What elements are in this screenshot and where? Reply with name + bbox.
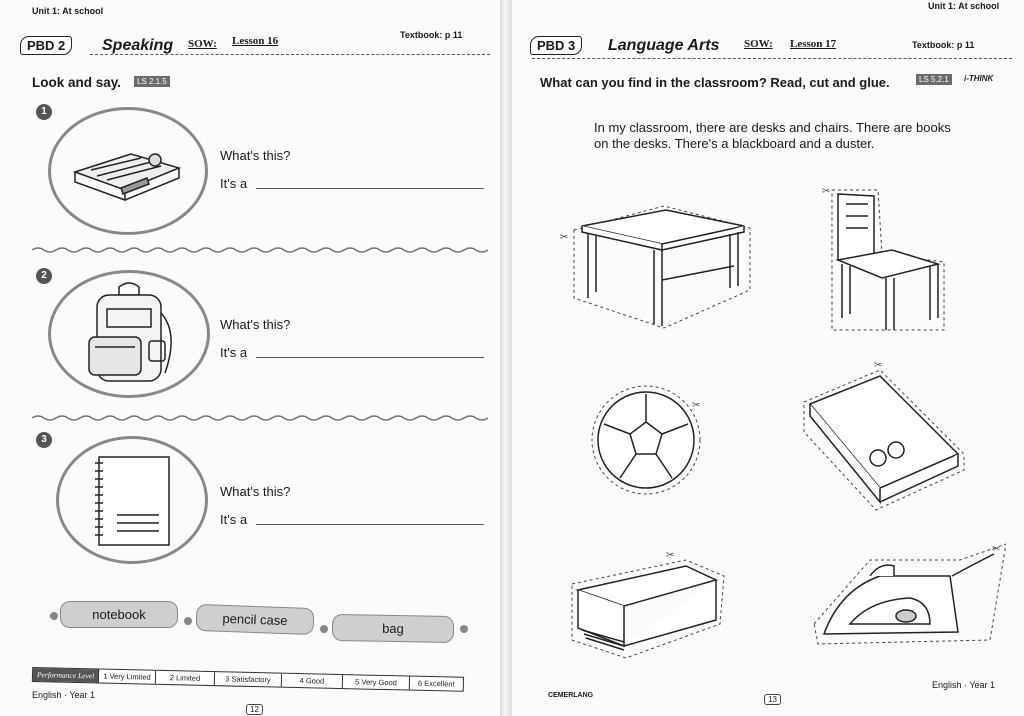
left-page bbox=[0, 0, 500, 716]
lesson-label: Lesson 16 bbox=[232, 35, 279, 47]
question-text: What's this? bbox=[220, 484, 291, 499]
sow-label: SOW: bbox=[744, 38, 773, 50]
svg-text:✂: ✂ bbox=[692, 400, 701, 411]
wavy-divider bbox=[32, 246, 488, 254]
item-number: 1 bbox=[36, 104, 52, 120]
performance-level[interactable]: 3 Satisfactory bbox=[215, 672, 282, 687]
section-heading: Language Arts bbox=[608, 37, 720, 54]
sow-label: SOW: bbox=[188, 38, 217, 50]
item-number: 3 bbox=[36, 432, 52, 448]
performance-level[interactable]: 6 Excellent bbox=[417, 678, 455, 689]
pencil-case-icon bbox=[51, 110, 205, 232]
performance-level-bar bbox=[32, 667, 464, 692]
performance-level[interactable]: 2 Limited bbox=[156, 671, 216, 685]
lesson-label: Lesson 17 bbox=[790, 38, 837, 50]
textbook-ref: Textbook: p 11 bbox=[912, 40, 975, 50]
word-chip[interactable]: bag bbox=[332, 614, 454, 643]
image-frame bbox=[48, 107, 208, 235]
answer-line[interactable] bbox=[256, 524, 484, 525]
book-icon[interactable] bbox=[800, 362, 968, 514]
word-chip[interactable]: notebook bbox=[60, 601, 178, 628]
word-chip[interactable]: pencil case bbox=[196, 604, 315, 635]
answer-prefix: It's a bbox=[220, 176, 248, 191]
svg-text:✂: ✂ bbox=[992, 544, 1001, 555]
publisher-logo: CEMERLANG bbox=[548, 692, 594, 699]
image-frame bbox=[48, 270, 210, 398]
unit-title: Unit 1: At school bbox=[32, 6, 104, 16]
ball-icon[interactable] bbox=[588, 382, 706, 500]
header-divider bbox=[532, 58, 1012, 59]
right-page bbox=[512, 0, 1024, 716]
page-number: 13 bbox=[764, 694, 781, 705]
pbd-tab: PBD 3 bbox=[530, 36, 582, 55]
footer-text: English · Year 1 bbox=[932, 680, 996, 690]
question-text: What's this? bbox=[220, 317, 291, 332]
standard-badge: LS 5.2.1 bbox=[916, 74, 952, 85]
textbook-ref: Textbook: p 11 bbox=[400, 30, 463, 40]
page-number: 12 bbox=[246, 704, 263, 715]
chip-dot bbox=[50, 612, 58, 620]
iron-icon[interactable] bbox=[810, 540, 1006, 650]
instruction: What can you find in the classroom? Read, cut and glue. bbox=[540, 75, 890, 90]
svg-text:✂: ✂ bbox=[874, 362, 883, 371]
svg-text:✂: ✂ bbox=[666, 550, 675, 561]
chip-dot bbox=[320, 625, 328, 633]
performance-level[interactable]: 5 Very Good bbox=[343, 675, 410, 690]
bag-icon bbox=[51, 273, 207, 395]
answer-prefix: It's a bbox=[220, 345, 248, 360]
chip-dot bbox=[460, 625, 468, 633]
svg-text:✂: ✂ bbox=[822, 186, 831, 197]
notebook-icon bbox=[59, 439, 205, 561]
reading-paragraph: In my classroom, there are desks and chairs. There are books on the desks. There's a blackboard and a duster. bbox=[594, 120, 951, 151]
chair-icon[interactable] bbox=[812, 184, 952, 334]
performance-level[interactable]: 1 Very Limited bbox=[99, 670, 156, 684]
item-number: 2 bbox=[36, 268, 52, 284]
instruction: Look and say. bbox=[32, 75, 122, 90]
standard-badge: LS 2.1.5 bbox=[134, 76, 170, 87]
unit-title: Unit 1: At school bbox=[928, 1, 1000, 11]
answer-line[interactable] bbox=[256, 188, 484, 189]
image-frame bbox=[56, 436, 208, 564]
performance-label: Performance Level bbox=[33, 668, 100, 683]
wavy-divider bbox=[32, 414, 488, 422]
duster-icon[interactable] bbox=[566, 550, 730, 662]
answer-prefix: It's a bbox=[220, 512, 248, 527]
pbd-tab: PBD 2 bbox=[20, 36, 72, 55]
svg-text:✂: ✂ bbox=[560, 232, 569, 243]
section-heading: Speaking bbox=[102, 37, 174, 54]
header-divider bbox=[90, 54, 490, 55]
footer-text: English · Year 1 bbox=[32, 690, 96, 700]
desk-icon[interactable] bbox=[554, 200, 754, 332]
book-spine bbox=[500, 0, 512, 716]
performance-level[interactable]: 4 Good bbox=[281, 674, 343, 688]
ithink-label: i-THINK bbox=[964, 74, 994, 83]
question-text: What's this? bbox=[220, 148, 291, 163]
answer-line[interactable] bbox=[256, 357, 484, 358]
chip-dot bbox=[184, 617, 192, 625]
